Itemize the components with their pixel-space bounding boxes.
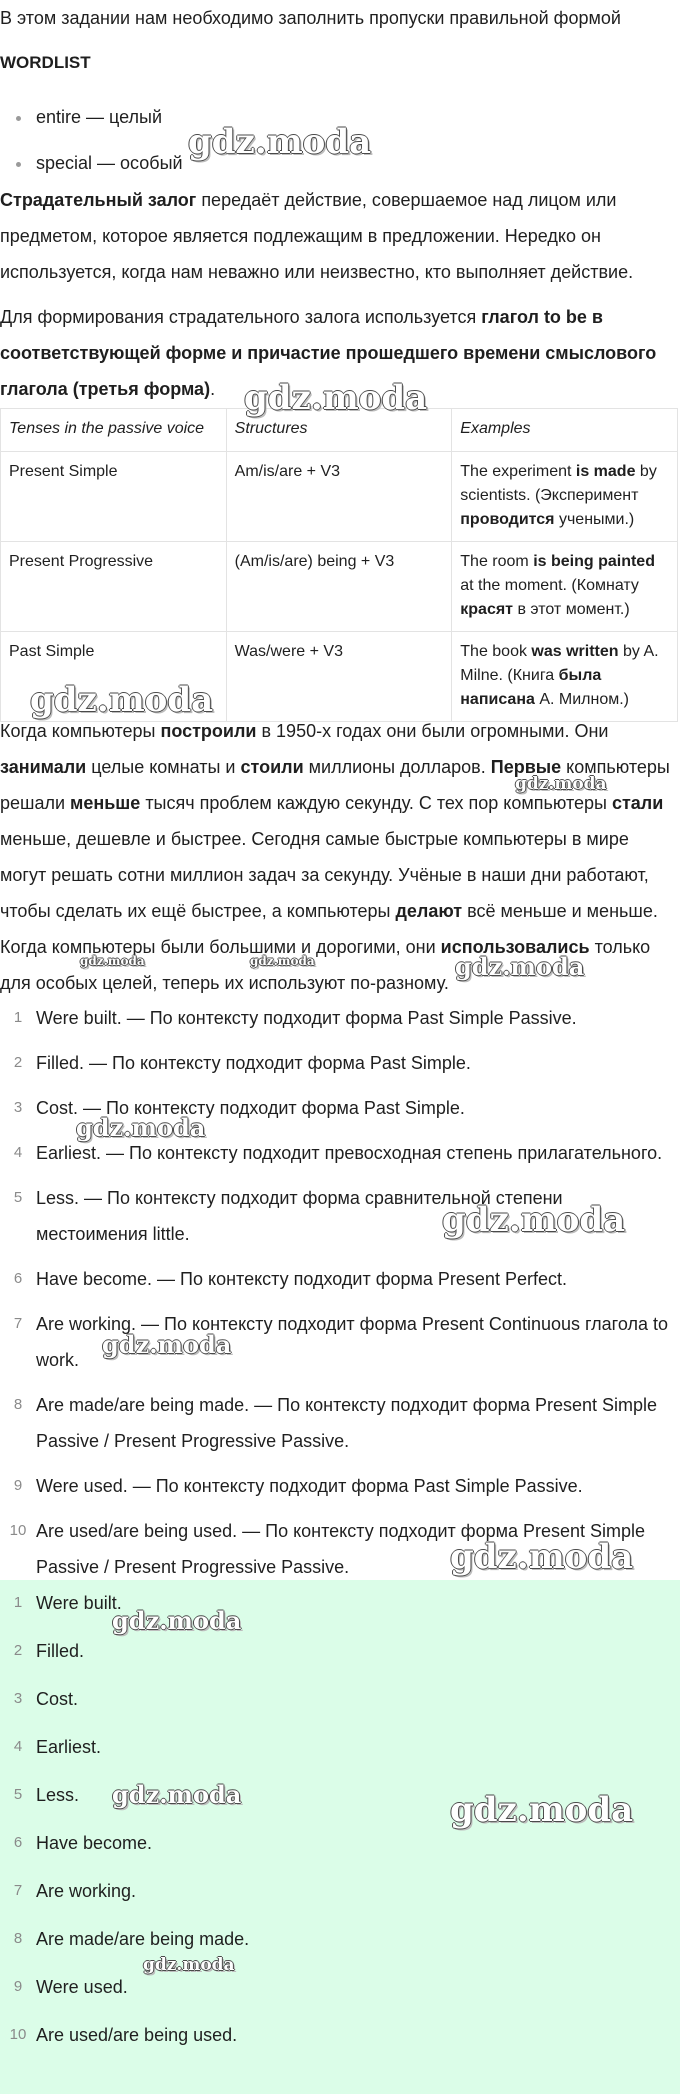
structure-cell: Was/were + V3	[226, 632, 452, 722]
passive-tenses-table	[0, 408, 678, 722]
list-item: 7 Are working. — По контексту подходит форма Present Continuous глагола to work.	[13, 1314, 668, 1370]
tense-cell: Past Simple	[1, 632, 227, 722]
table-header-row	[1, 409, 678, 452]
structure-cell: (Am/is/are) being + V3	[226, 542, 452, 632]
watermark: gdz.moda	[76, 1113, 206, 1142]
list-item: 4 Earliest.	[13, 1737, 102, 1757]
list-item: 10 Are used/are being used.	[9, 2025, 238, 2045]
watermark: gdz.moda	[188, 122, 372, 162]
example-cell: The experiment is made by scientists. (Эксперимент проводится учеными.)	[452, 452, 678, 542]
header-tenses: Tenses in the passive voice	[1, 409, 227, 452]
table-row	[1, 452, 678, 542]
answers-block	[0, 1580, 680, 2094]
watermark: gdz.moda	[112, 1780, 242, 1809]
header-structures: Structures	[226, 409, 452, 452]
list-item: 5 Less. — По контексту подходит форма сравнительной степени местоимения little.	[13, 1188, 563, 1244]
list-item: 3 Cost.	[13, 1689, 79, 1709]
list-item: 8 Are made/are being made.	[13, 1929, 250, 1949]
example-cell: The room is being painted at the moment. (Комнату красят в этот момент.)	[452, 542, 678, 632]
header-examples: Examples	[452, 409, 678, 452]
list-item: 2 Filled.	[13, 1641, 85, 1661]
watermark: gdz.moda	[250, 954, 315, 968]
list-item: 1 Were built. — По контексту подходит форма Past Simple Passive.	[13, 1008, 577, 1028]
list-item: 8 Are made/are being made. — По контексту подходит форма Present Simple Passive / Present Progressive Passive.	[13, 1395, 658, 1451]
list-item: 9 Were used. — По контексту подходит форма Past Simple Passive.	[13, 1476, 583, 1496]
passive-definition: Страдательный залог передаёт действие, совершаемое над лицом или предметом, которое является подлежащим в предложении. Нередко он используется, когда нам неважно или неизвестно, кто выполняет действие.	[0, 190, 634, 282]
story-text: Когда компьютеры построили в 1950-х годах они были огромными. Они занимали целые комнаты и стоили миллионы долларов. Первые компьютеры решали меньше тысяч проблем каждую секунду. С тех пор компьютеры стали меньше, дешевле и быстрее. Сегодня самые быстрые компьютеры в мире могут решать сотни миллион задач за секунду. Учёные в наши дни работают, чтобы сделать их ещё быстрее, а компьютеры делают всё меньше и меньше. Когда компьютеры были большими и дорогими, они использовались только для особых целей, теперь их используют по-разному.	[0, 721, 670, 993]
table-row	[1, 632, 678, 722]
watermark: gdz.moda	[442, 1200, 626, 1240]
list-item: 6 Have become.	[13, 1833, 153, 1853]
answers-list	[0, 1585, 680, 2065]
explanations-list	[0, 1000, 680, 1594]
list-item: 4 Earliest. — По контексту подходит превосходная степень прилагательного.	[13, 1143, 663, 1163]
watermark: gdz.moda	[80, 954, 145, 968]
watermark: gdz.moda	[515, 774, 607, 794]
wordlist-title: WORDLIST	[0, 53, 91, 72]
list-item: 10 Are used/are being used. — По контексту подходит форма Present Simple Passive / Present Progressive Passive.	[9, 1521, 646, 1577]
tense-cell: Present Progressive	[1, 542, 227, 632]
watermark: gdz.moda	[455, 952, 585, 981]
watermark: gdz.moda	[102, 1330, 232, 1359]
list-item: 6 Have become. — По контексту подходит форма Present Perfect.	[13, 1269, 567, 1289]
watermark: gdz.moda	[112, 1606, 242, 1635]
watermark: gdz.moda	[30, 680, 214, 720]
wordlist-item: entire — целый	[0, 104, 183, 150]
wordlist-item: special — особый	[0, 150, 183, 196]
tense-cell: Present Simple	[1, 452, 227, 542]
list-item: 1 Were built.	[13, 1593, 122, 1613]
list-item: 3 Cost. — По контексту подходит форма Past Simple.	[13, 1098, 465, 1118]
intro-text: В этом задании нам необходимо заполнить пропуски правильной формой	[0, 8, 621, 28]
example-cell: The book was written by A. Milne. (Книга была написана А. Милном.)	[452, 632, 678, 722]
watermark: gdz.moda	[244, 378, 428, 418]
list-item: 2 Filled. — По контексту подходит форма Past Simple.	[13, 1053, 471, 1073]
watermark: gdz.moda	[143, 1955, 235, 1975]
watermark: gdz.moda	[450, 1790, 634, 1830]
list-item: 5 Less.	[13, 1785, 80, 1805]
list-item: 7 Are working.	[13, 1881, 137, 1901]
structure-cell: Am/is/are + V3	[226, 452, 452, 542]
table-row	[1, 542, 678, 632]
watermark: gdz.moda	[450, 1537, 634, 1577]
passive-formation: Для формирования страдательного залога используется глагол to be в соответствующей форме и причастие прошедшего времени смыслового глагола (третья форма).	[0, 307, 657, 399]
list-item: 9 Were used.	[13, 1977, 128, 1997]
passive-term: Страдательный залог	[0, 190, 197, 210]
